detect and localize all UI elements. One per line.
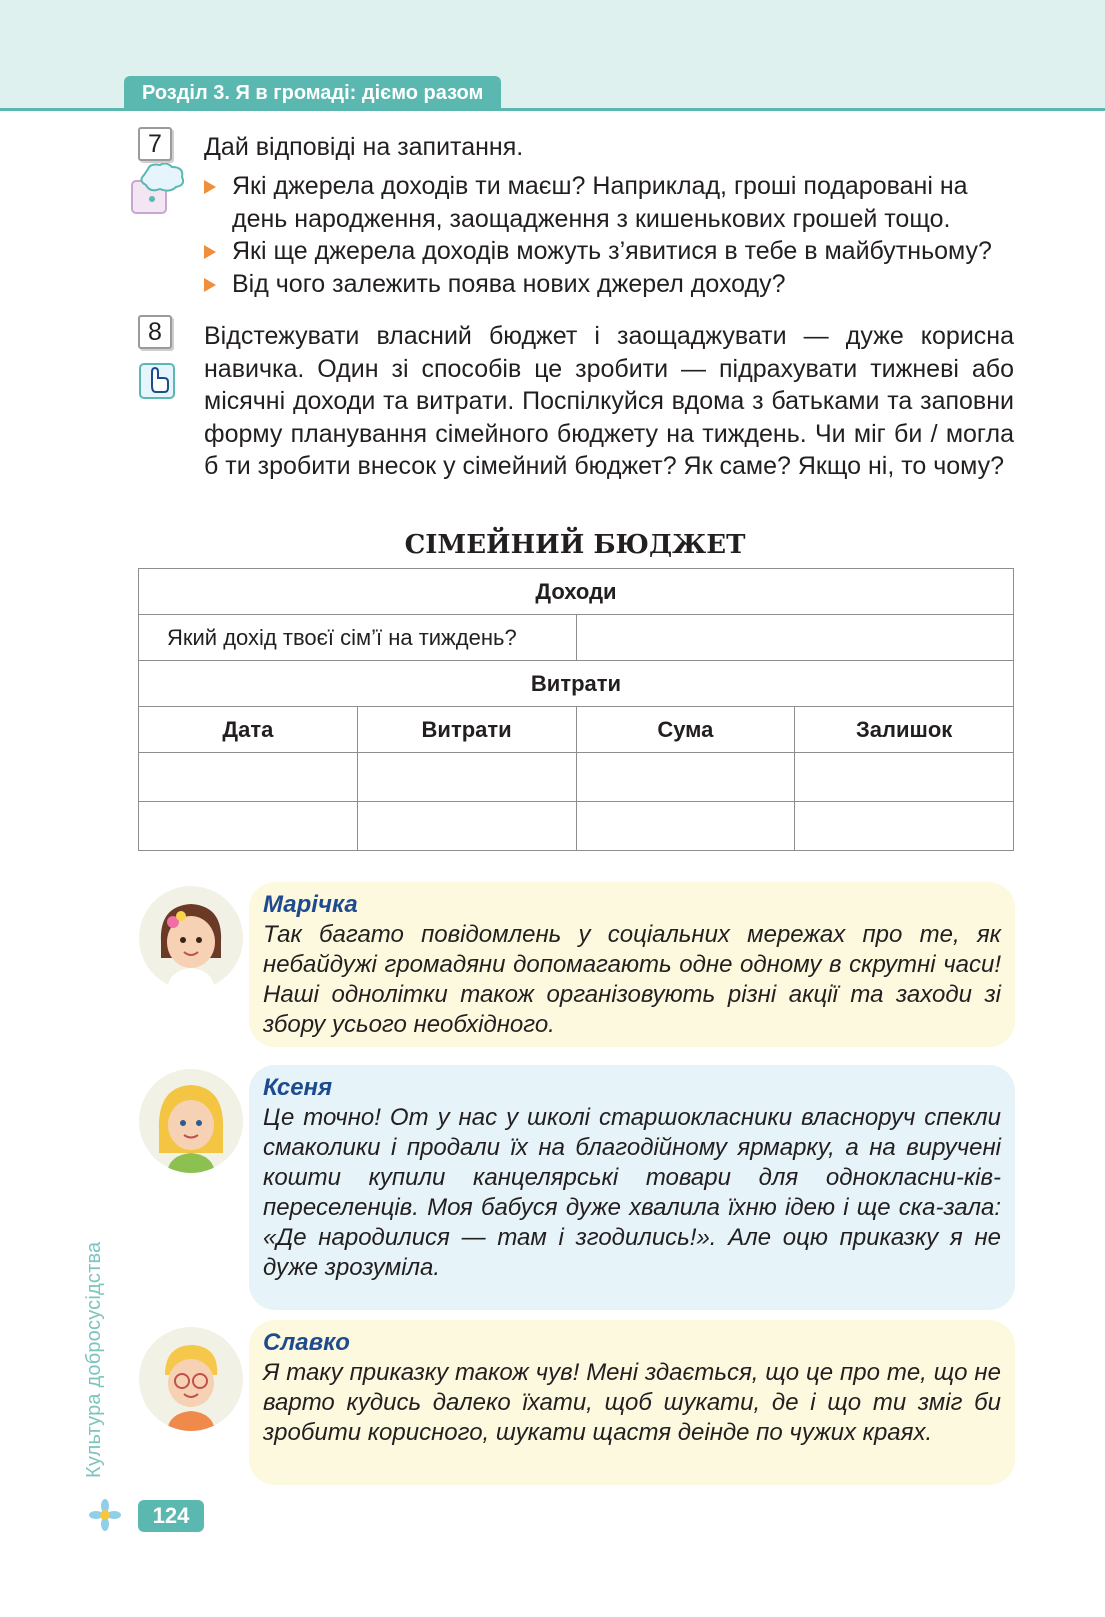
task-7-bullet: Які ще джерела доходів можуть з’явитися в тебе в майбутньому? xyxy=(204,235,1014,268)
flower-icon xyxy=(89,1499,121,1531)
budget-table xyxy=(138,568,1014,851)
budget-title: СІМЕЙНИЙ БЮДЖЕТ xyxy=(404,530,746,560)
task-7-bullets xyxy=(204,170,1014,300)
avatar-ksenia xyxy=(139,1069,243,1173)
speaker-name: Марічка xyxy=(263,891,358,918)
table-cell[interactable] xyxy=(795,802,1014,851)
column-balance: Залишок xyxy=(795,707,1014,753)
table-cell[interactable] xyxy=(795,753,1014,802)
hand-pointer-icon xyxy=(138,356,184,402)
task-7-title: Дай відповіді на запитання. xyxy=(204,133,524,161)
speech-text: Це точно! От у нас у школі старшокласники власноруч спекли смаколики і продали їх на благодійному ярмарку, а на виручені кошти купили канцелярські товари для однокласни-ків-переселенців. Моя бабуся дуже хвалила їхню ідею і ще ска-зала: «Де народилися — там і згодились!». Але оцю приказку я не дуже зрозуміла. xyxy=(263,1104,1001,1281)
speech-text: Я таку приказку також чув! Мені здається, що це про те, що не варто кудись далеко їхати, щоб шукати, де і що ти зміг би зробити корисного, шукати щастя деінде по чужих краях. xyxy=(263,1359,1001,1446)
chapter-tab: Розділ 3. Я в громаді: діємо разом xyxy=(124,76,501,111)
table-row xyxy=(139,802,1014,851)
income-question: Який дохід твоєї сім’ї на тиждень? xyxy=(139,615,577,661)
expenses-header: Витрати xyxy=(139,661,1014,707)
speaker-name: Ксеня xyxy=(263,1074,333,1101)
series-label: Культура добросусідства xyxy=(83,1241,105,1478)
table-cell[interactable] xyxy=(576,802,795,851)
dialogue-bubble-slavko xyxy=(249,1320,1015,1485)
table-cell[interactable] xyxy=(357,753,576,802)
task-7-bullet: Від чого залежить поява нових джерел доходу? xyxy=(204,268,1014,301)
task-8-number: 8 xyxy=(138,315,172,349)
speech-text: Так багато повідомлень у соціальних мережах про те, як небайдужі громадяни допомагають одне одному в скрутні часи! Наші однолітки також організовують різні акції та заходи зі збору усього необхідного. xyxy=(263,921,1001,1038)
dialogue-bubble-marichka xyxy=(249,882,1015,1047)
column-date: Дата xyxy=(139,707,358,753)
table-cell[interactable] xyxy=(139,753,358,802)
task-7-bullet: Які джерела доходів ти маєш? Наприклад, гроші подаровані на день народження, заощадження з кишенькових грошей тощо. xyxy=(204,170,1014,235)
avatar-marichka xyxy=(139,886,243,990)
speech-bubble-icon xyxy=(130,163,188,219)
dialogue-bubble-ksenia xyxy=(249,1065,1015,1310)
task-8-text: Відстежувати власний бюджет і заощаджувати — дуже корисна навичка. Один зі способів це зробити — підрахувати тижневі або місячні доходи та витрати. Поспілкуйся вдома з батьками та заповни форму планування сімейного бюджету на тиждень. Чи міг би / могла б ти зробити внесок у сімейний бюджет? Як саме? Якщо ні, то чому? xyxy=(204,322,1014,480)
speaker-name: Славко xyxy=(263,1329,350,1356)
table-cell[interactable] xyxy=(139,802,358,851)
column-expenses: Витрати xyxy=(357,707,576,753)
avatar-slavko xyxy=(139,1327,243,1431)
task-7-number: 7 xyxy=(138,127,172,161)
table-row xyxy=(139,753,1014,802)
table-cell[interactable] xyxy=(357,802,576,851)
income-header: Доходи xyxy=(139,569,1014,615)
column-amount: Сума xyxy=(576,707,795,753)
page-number: 124 xyxy=(138,1500,204,1532)
table-cell[interactable] xyxy=(576,753,795,802)
income-answer-cell[interactable] xyxy=(576,615,1014,661)
